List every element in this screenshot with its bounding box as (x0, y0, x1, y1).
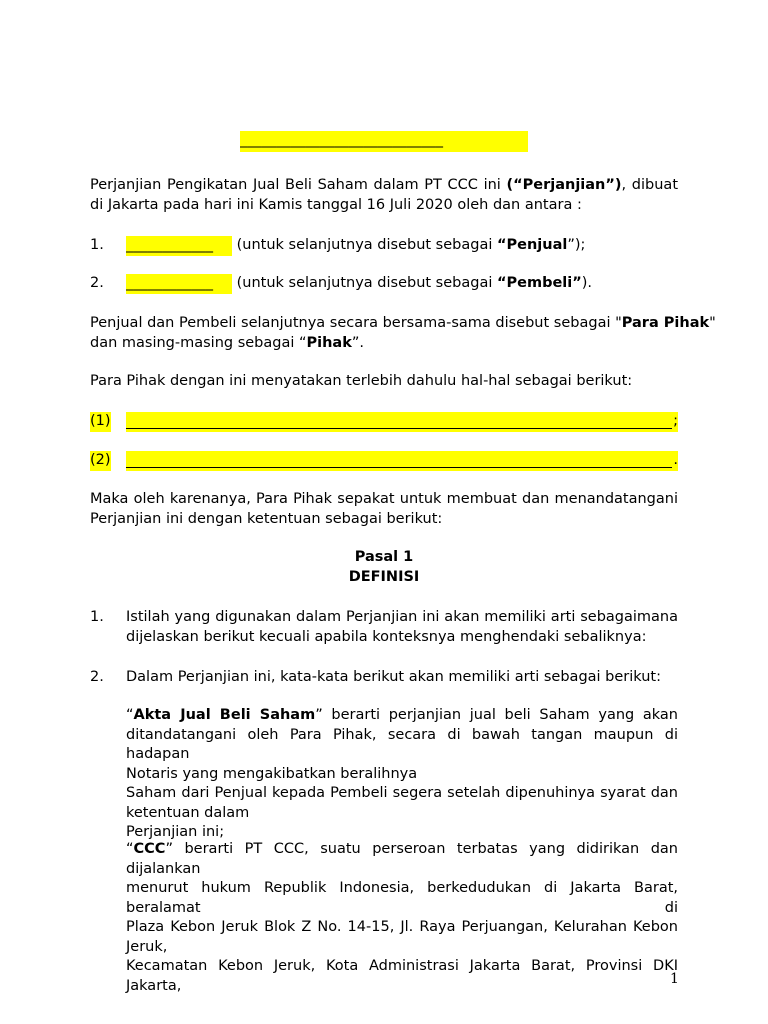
definition-line: Kecamatan Kebon Jeruk, Kota Administrasi Jakarta Barat, Provinsi DKI Jakarta, (126, 958, 678, 994)
definition-line: ketentuan dalam (126, 804, 250, 821)
definition-line: “Akta Jual Beli Saham” berarti perjanjian jual beli Saham yang akan (126, 707, 679, 723)
para-pihak-term-1: Para Pihak (621, 315, 710, 331)
para-pihak-term-2: Pihak (306, 334, 352, 351)
definition-line: menurut hukum Republik Indonesia, berkedudukan di Jakarta Barat, beralamat di (126, 880, 678, 916)
definition-term: CCC (133, 841, 166, 857)
party-number: 2. (90, 275, 104, 291)
maka-paragraph: Maka oleh karenanya, Para Pihak sepakat untuk membuat dan menandatangani Perjanjian ini dengan ketentuan sebagai berikut: (90, 491, 678, 527)
clause-item (90, 608, 678, 647)
recital-end: ; (673, 413, 678, 429)
clause-number: 1. (90, 609, 104, 625)
party-name-blank: ____________ (126, 274, 232, 294)
definition-line: “CCC” berarti PT CCC, suatu perseroan terbatas yang didirikan dan dijalankan (126, 841, 678, 877)
definition-term: Akta Jual Beli Saham (133, 707, 316, 723)
definition-ccc (126, 840, 678, 996)
definition-line: ditandatangani oleh Para Pihak, secara di bawah tangan maupun di hadapan (126, 726, 678, 762)
definition-line: Plaza Kebon Jeruk Blok Z No. 14-15, Jl. Raya Perjuangan, Kelurahan Kebon Jeruk, (126, 919, 678, 955)
clause-text: Dalam Perjanjian ini, kata-kata berikut akan memiliki arti sebagai berikut: (126, 669, 661, 685)
para-pihak-line-1 (90, 314, 716, 334)
recital-item (90, 412, 678, 432)
para-pihak-text-1: Penjual dan Pembeli selanjutnya secara bersama-sama disebut sebagai " (90, 315, 622, 331)
pasal-number: Pasal 1 (354, 549, 414, 565)
party-text-before: (untuk selanjutnya disebut sebagai (232, 237, 497, 253)
party-term: “Pembeli” (496, 275, 582, 291)
party-name-blank: ____________ (126, 236, 232, 256)
recital-number: (1) (90, 412, 111, 432)
party-item-seller (90, 236, 678, 256)
para-pihak-line-2 (90, 334, 678, 354)
clause-text: Istilah yang digunakan dalam Perjanjian ini akan memiliki arti sebagaimana dijelaskan berikut kecuali apabila konteksnya menghendaki sebaliknya: (126, 609, 678, 645)
para-pihak-text-2-end: ”. (351, 334, 364, 351)
recital-end: . (673, 452, 678, 468)
definition-line: Saham dari Penjual kepada Pembeli segera setelah dipenuhinya syarat dan (126, 785, 678, 801)
intro-term: (“Perjanjian”) (506, 177, 622, 193)
document-page (90, 0, 716, 1024)
recital-number: (2) (90, 451, 111, 471)
party-text-after: ). (581, 275, 593, 291)
title-blank: ____________________________ (240, 131, 528, 152)
party-number: 1. (90, 237, 104, 253)
intro-text-after: , dibuat di Jakarta pada hari ini Kamis tanggal 16 Juli 2020 oleh dan antara : (90, 177, 679, 213)
intro-text-before: Perjanjian Pengikatan Jual Beli Saham dalam PT CCC ini (90, 177, 507, 193)
party-text-after: ”); (567, 237, 586, 253)
clause-number: 2. (90, 669, 104, 685)
recital-blank (126, 412, 678, 432)
clause-item (90, 668, 678, 688)
party-item-buyer (90, 274, 678, 294)
para-pihak-paragraph (90, 314, 716, 353)
page-number: 1 (670, 971, 679, 987)
recital-item (90, 451, 678, 471)
definition-line: Perjanjian ini; (126, 824, 225, 840)
definition-akta (126, 706, 678, 843)
recital-blank (126, 451, 678, 471)
recitals-intro: Para Pihak dengan ini menyatakan terlebih dahulu hal-hal sebagai berikut: (90, 373, 633, 389)
intro-paragraph (90, 176, 678, 215)
party-term: “Penjual (496, 237, 568, 253)
party-text-before: (untuk selanjutnya disebut sebagai (232, 275, 497, 291)
para-pihak-text-2: dan masing-masing sebagai “ (90, 334, 307, 351)
para-pihak-text-1-end: " (709, 315, 716, 331)
pasal-title: DEFINISI (348, 569, 420, 585)
definition-line: Notaris yang mengakibatkan beralihnya (126, 765, 418, 782)
